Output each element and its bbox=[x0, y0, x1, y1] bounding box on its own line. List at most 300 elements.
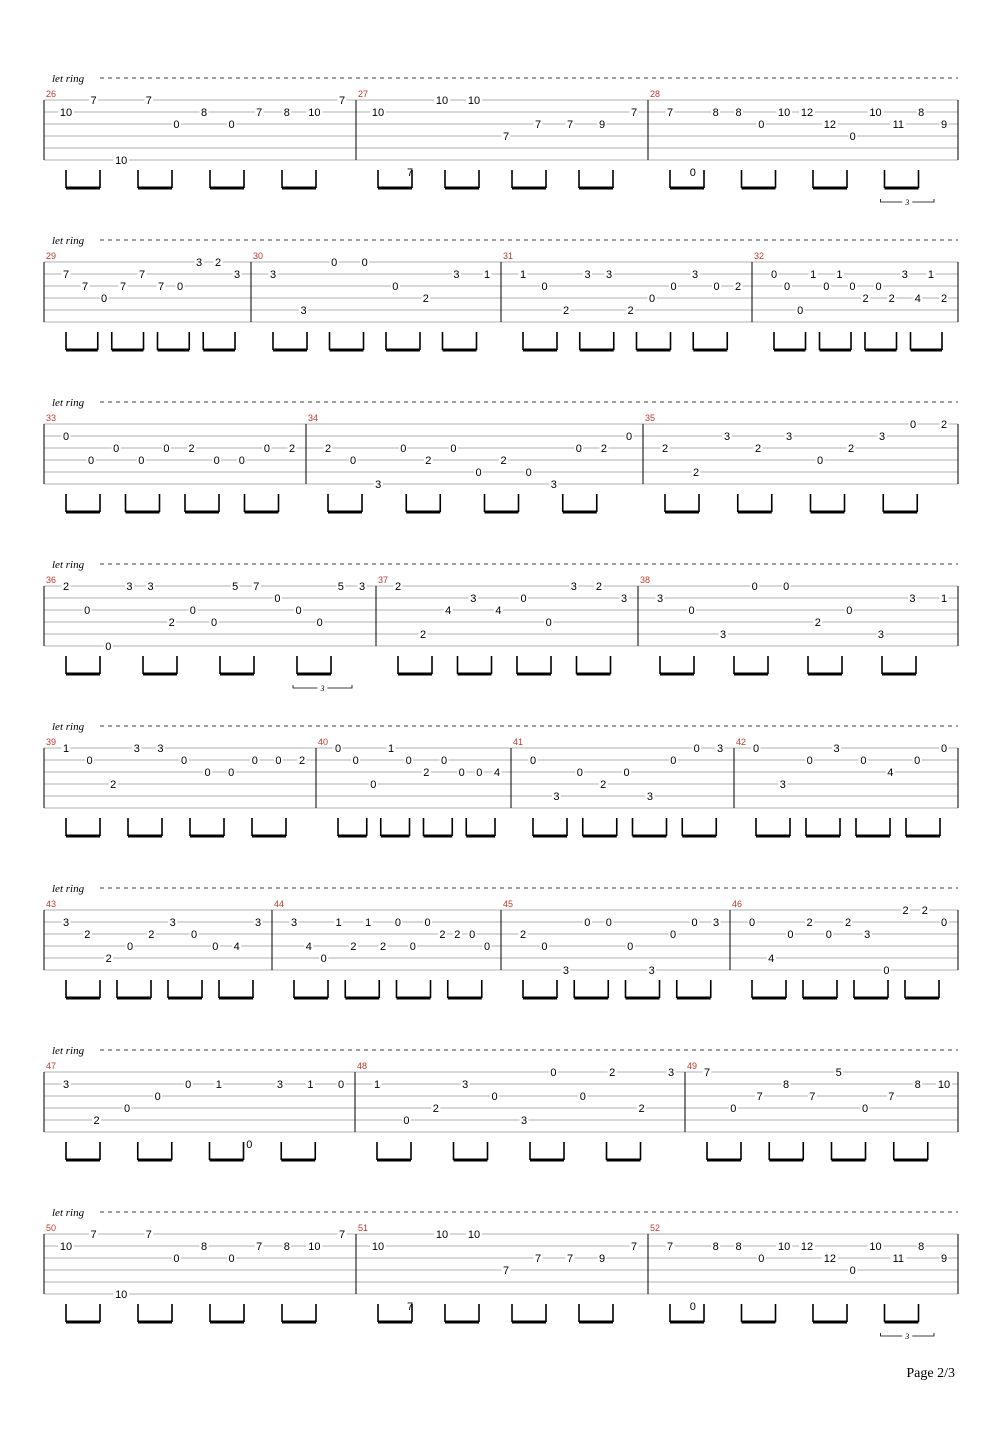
fret-number: 0 bbox=[483, 941, 491, 953]
measure-number: 48 bbox=[357, 1061, 368, 1071]
fret-number: 7 bbox=[566, 1253, 574, 1265]
fret-number: 1 bbox=[335, 917, 342, 929]
fret-number: 7 bbox=[566, 119, 574, 131]
fret-number: 0 bbox=[823, 281, 830, 293]
fret-number: 12 bbox=[800, 107, 814, 119]
fret-number: 0 bbox=[623, 767, 630, 779]
fret-number: 0 bbox=[185, 1079, 192, 1091]
fret-number: 7 bbox=[888, 1091, 895, 1103]
fret-number: 0 bbox=[210, 617, 218, 629]
fret-number: 2 bbox=[734, 281, 742, 293]
fret-number: 2 bbox=[93, 1115, 100, 1127]
fret-number: 5 bbox=[835, 1067, 842, 1079]
fret-number: 2 bbox=[439, 929, 446, 941]
fret-number: 4 bbox=[914, 293, 921, 305]
fret-number: 0 bbox=[400, 443, 407, 455]
fret-number: 0 bbox=[105, 641, 112, 653]
fret-number: 3 bbox=[691, 269, 699, 281]
fret-number: 10 bbox=[435, 95, 449, 107]
fret-number: 0 bbox=[475, 467, 482, 479]
fret-number: 3 bbox=[157, 743, 164, 755]
fret-number: 10 bbox=[115, 155, 128, 167]
fret-number: 2 bbox=[432, 1103, 439, 1115]
fret-number: 0 bbox=[138, 455, 145, 467]
fret-number: 0 bbox=[334, 743, 342, 755]
measure-number: 49 bbox=[687, 1061, 698, 1071]
fret-number: 0 bbox=[154, 1091, 161, 1103]
measure-number: 37 bbox=[378, 575, 389, 585]
measure-number: 29 bbox=[46, 251, 57, 261]
fret-number: 7 bbox=[666, 107, 674, 119]
fret-number: 0 bbox=[730, 1103, 737, 1115]
fret-number: 0 bbox=[529, 755, 537, 767]
fret-number: 2 bbox=[425, 455, 432, 467]
fret-number: 0 bbox=[124, 1103, 131, 1115]
fret-number: 0 bbox=[228, 767, 235, 779]
fret-number: 2 bbox=[62, 581, 70, 593]
fret-number: 0 bbox=[688, 605, 695, 617]
fret-number: 0 bbox=[545, 617, 552, 629]
fret-number: 0 bbox=[770, 269, 778, 281]
fret-number: 3 bbox=[133, 743, 140, 755]
fret-number: 2 bbox=[298, 755, 306, 767]
fret-number: 0 bbox=[576, 767, 583, 779]
fret-number: 7 bbox=[81, 281, 89, 293]
fret-number: 0 bbox=[648, 293, 656, 305]
fret-number: 3 bbox=[712, 917, 720, 929]
fret-number: 0 bbox=[361, 257, 368, 269]
measure-number: 40 bbox=[318, 737, 329, 747]
fret-number: 7 bbox=[756, 1091, 763, 1103]
fret-number: 3 bbox=[169, 917, 176, 929]
fret-number: 0 bbox=[405, 755, 412, 767]
fret-number: 0 bbox=[62, 431, 70, 443]
fret-number: 2 bbox=[500, 455, 507, 467]
fret-number: 0 bbox=[189, 605, 196, 617]
fret-number: 10 bbox=[869, 107, 882, 119]
fret-number: 10 bbox=[308, 107, 321, 119]
let-ring-label: let ring bbox=[52, 883, 85, 895]
triplet-label: 3 bbox=[905, 198, 910, 207]
fret-number: 0 bbox=[100, 293, 108, 305]
fret-number: 0 bbox=[238, 455, 245, 467]
fret-number: 1 bbox=[940, 593, 948, 605]
fret-number: 0 bbox=[849, 131, 856, 143]
fret-number: 3 bbox=[147, 581, 154, 593]
fret-number: 2 bbox=[562, 305, 570, 317]
fret-number: 2 bbox=[600, 779, 607, 791]
fret-number: 3 bbox=[909, 593, 916, 605]
fret-number: 0 bbox=[693, 743, 700, 755]
fret-number: 0 bbox=[113, 443, 120, 455]
fret-number: 0 bbox=[758, 119, 765, 131]
fret-number: 0 bbox=[625, 431, 633, 443]
fret-number: 1 bbox=[836, 269, 843, 281]
fret-number: 7 bbox=[145, 1229, 152, 1241]
measure-number: 30 bbox=[253, 251, 264, 261]
measure-number: 46 bbox=[732, 899, 743, 909]
measure-number: 44 bbox=[274, 899, 285, 909]
fret-number: 2 bbox=[862, 293, 869, 305]
fret-number: 0 bbox=[816, 455, 824, 467]
measure-number: 27 bbox=[358, 89, 369, 99]
fret-number: 7 bbox=[666, 1241, 674, 1253]
fret-number: 0 bbox=[84, 605, 91, 617]
fret-number: 7 bbox=[809, 1091, 816, 1103]
fret-number: 3 bbox=[648, 965, 655, 977]
fret-number: 0 bbox=[274, 593, 281, 605]
fret-number: 1 bbox=[373, 1079, 381, 1091]
fret-number: 0 bbox=[748, 917, 756, 929]
measure-number: 34 bbox=[308, 413, 319, 423]
fret-number: 3 bbox=[605, 269, 613, 281]
fret-number: 7 bbox=[630, 107, 638, 119]
fret-number: 0 bbox=[806, 755, 813, 767]
fret-number: 8 bbox=[918, 1241, 925, 1253]
fret-number: 3 bbox=[646, 791, 653, 803]
fret-number: 0 bbox=[689, 167, 696, 179]
fret-number: 8 bbox=[735, 107, 742, 119]
fret-number: 7 bbox=[157, 281, 165, 293]
fret-number: 0 bbox=[180, 755, 188, 767]
fret-number: 1 bbox=[927, 269, 934, 281]
fret-number: 11 bbox=[892, 1253, 905, 1265]
fret-number: 2 bbox=[627, 305, 634, 317]
fret-number: 2 bbox=[847, 443, 855, 455]
fret-number: 2 bbox=[902, 905, 909, 917]
fret-number: 7 bbox=[534, 1253, 542, 1265]
fret-number: 0 bbox=[846, 605, 853, 617]
let-ring-label: let ring bbox=[52, 235, 85, 247]
fret-number: 0 bbox=[409, 941, 416, 953]
fret-number: 10 bbox=[59, 1241, 73, 1253]
fret-number: 0 bbox=[204, 767, 211, 779]
fret-number: 3 bbox=[300, 305, 307, 317]
fret-number: 3 bbox=[62, 917, 70, 929]
fret-number: 0 bbox=[440, 755, 448, 767]
fret-number: 1 bbox=[810, 269, 817, 281]
fret-number: 0 bbox=[849, 281, 856, 293]
fret-number: 2 bbox=[288, 443, 296, 455]
measure-number: 42 bbox=[736, 737, 747, 747]
fret-number: 0 bbox=[575, 443, 582, 455]
fret-number: 0 bbox=[713, 281, 720, 293]
fret-number: 0 bbox=[424, 917, 431, 929]
fret-number: 0 bbox=[670, 755, 677, 767]
fret-number: 2 bbox=[609, 1067, 616, 1079]
fret-number: 1 bbox=[62, 743, 70, 755]
let-ring-label: let ring bbox=[52, 397, 85, 409]
fret-number: 0 bbox=[176, 281, 184, 293]
fret-number: 0 bbox=[861, 1103, 869, 1115]
fret-number: 7 bbox=[502, 131, 510, 143]
fret-number: 0 bbox=[550, 1067, 557, 1079]
page-number: Page 2/3 bbox=[906, 1366, 955, 1381]
measure-number: 38 bbox=[640, 575, 651, 585]
fret-number: 8 bbox=[918, 107, 925, 119]
fret-number: 3 bbox=[269, 269, 277, 281]
measure-number: 26 bbox=[46, 89, 57, 99]
fret-number: 8 bbox=[712, 107, 719, 119]
fret-number: 2 bbox=[148, 929, 155, 941]
fret-number: 4 bbox=[495, 605, 502, 617]
fret-number: 0 bbox=[909, 419, 917, 431]
fret-number: 0 bbox=[783, 581, 790, 593]
measure-number: 47 bbox=[46, 1061, 57, 1071]
fret-number: 0 bbox=[752, 743, 760, 755]
fret-number: 3 bbox=[620, 593, 628, 605]
fret-number: 3 bbox=[584, 269, 591, 281]
fret-number: 7 bbox=[406, 1301, 414, 1313]
fret-number: 2 bbox=[454, 929, 461, 941]
fret-number: 3 bbox=[720, 629, 727, 641]
fret-number: 0 bbox=[86, 755, 93, 767]
fret-number: 10 bbox=[869, 1241, 882, 1253]
fret-number: 2 bbox=[806, 917, 813, 929]
fret-number: 7 bbox=[630, 1241, 638, 1253]
fret-number: 3 bbox=[864, 929, 871, 941]
fret-number: 0 bbox=[450, 443, 457, 455]
let-ring-label: let ring bbox=[52, 73, 85, 85]
fret-number: 3 bbox=[375, 479, 382, 491]
fret-number: 0 bbox=[163, 443, 170, 455]
fret-number: 3 bbox=[562, 965, 569, 977]
fret-number: 4 bbox=[493, 767, 501, 779]
fret-number: 8 bbox=[200, 1241, 208, 1253]
fret-number: 3 bbox=[290, 917, 298, 929]
fret-number: 4 bbox=[887, 767, 894, 779]
fret-number: 3 bbox=[126, 581, 133, 593]
fret-number: 2 bbox=[324, 443, 332, 455]
fret-number: 2 bbox=[188, 443, 195, 455]
fret-number: 2 bbox=[84, 929, 91, 941]
fret-number: 0 bbox=[173, 1253, 180, 1265]
fret-number: 8 bbox=[283, 1241, 290, 1253]
fret-number: 2 bbox=[422, 293, 429, 305]
triplet-label: 3 bbox=[320, 684, 325, 693]
fret-number: 1 bbox=[307, 1079, 314, 1091]
fret-number: 3 bbox=[779, 779, 786, 791]
fret-number: 4 bbox=[445, 605, 452, 617]
fret-number: 2 bbox=[844, 917, 852, 929]
fret-number: 10 bbox=[937, 1079, 951, 1091]
measure-number: 28 bbox=[650, 89, 661, 99]
fret-number: 0 bbox=[320, 953, 327, 965]
fret-number: 0 bbox=[392, 281, 399, 293]
fret-number: 10 bbox=[467, 1229, 481, 1241]
fret-number: 0 bbox=[476, 767, 483, 779]
fret-number: 7 bbox=[90, 1229, 97, 1241]
fret-number: 0 bbox=[469, 929, 476, 941]
fret-number: 0 bbox=[337, 1079, 345, 1091]
fret-number: 2 bbox=[940, 293, 948, 305]
fret-number: 0 bbox=[825, 929, 832, 941]
fret-number: 10 bbox=[778, 1241, 791, 1253]
fret-number: 0 bbox=[541, 941, 548, 953]
measure-number: 50 bbox=[46, 1223, 57, 1233]
measure-number: 45 bbox=[503, 899, 514, 909]
fret-number: 3 bbox=[195, 257, 203, 269]
fret-number: 1 bbox=[387, 743, 395, 755]
fret-number: 7 bbox=[256, 1241, 263, 1253]
fret-number: 12 bbox=[823, 1253, 836, 1265]
fret-number: 0 bbox=[797, 305, 804, 317]
fret-number: 7 bbox=[90, 95, 97, 107]
fret-number: 0 bbox=[213, 455, 220, 467]
fret-number: 0 bbox=[525, 467, 532, 479]
fret-number: 0 bbox=[352, 755, 359, 767]
fret-number: 0 bbox=[883, 965, 890, 977]
fret-number: 1 bbox=[483, 269, 491, 281]
fret-number: 2 bbox=[888, 293, 895, 305]
fret-number: 0 bbox=[940, 743, 948, 755]
fret-number: 0 bbox=[403, 1115, 410, 1127]
fret-number: 2 bbox=[600, 443, 607, 455]
fret-number: 0 bbox=[670, 281, 677, 293]
fret-number: 5 bbox=[232, 581, 239, 593]
measure-number: 35 bbox=[645, 413, 656, 423]
fret-number: 2 bbox=[638, 1103, 645, 1115]
fret-number: 3 bbox=[667, 1067, 675, 1079]
fret-number: 7 bbox=[138, 269, 146, 281]
fret-number: 10 bbox=[371, 1241, 385, 1253]
measure-number: 33 bbox=[46, 413, 57, 423]
measure-number: 32 bbox=[754, 251, 765, 261]
fret-number: 4 bbox=[233, 941, 240, 953]
fret-number: 3 bbox=[877, 629, 884, 641]
fret-number: 0 bbox=[520, 593, 527, 605]
fret-number: 3 bbox=[878, 431, 886, 443]
fret-number: 9 bbox=[598, 1253, 606, 1265]
fret-number: 0 bbox=[627, 941, 634, 953]
fret-number: 4 bbox=[768, 953, 775, 965]
let-ring-label: let ring bbox=[52, 1045, 85, 1057]
fret-number: 0 bbox=[940, 917, 948, 929]
fret-number: 0 bbox=[251, 755, 258, 767]
fret-number: 0 bbox=[691, 917, 698, 929]
fret-number: 0 bbox=[263, 443, 270, 455]
fret-number: 3 bbox=[785, 431, 793, 443]
fret-number: 7 bbox=[406, 167, 414, 179]
fret-number: 8 bbox=[283, 107, 290, 119]
fret-number: 0 bbox=[541, 281, 548, 293]
fret-number: 7 bbox=[253, 581, 260, 593]
fret-number: 7 bbox=[338, 1229, 346, 1241]
fret-number: 12 bbox=[823, 119, 836, 131]
fret-number: 1 bbox=[215, 1079, 222, 1091]
fret-number: 7 bbox=[703, 1067, 711, 1079]
fret-number: 3 bbox=[656, 593, 664, 605]
fret-number: 2 bbox=[350, 941, 357, 953]
measure-number: 52 bbox=[650, 1223, 661, 1233]
fret-number: 0 bbox=[246, 1139, 253, 1151]
fret-number: 0 bbox=[579, 1091, 586, 1103]
fret-number: 0 bbox=[331, 257, 338, 269]
fret-number: 0 bbox=[849, 1265, 856, 1277]
fret-number: 3 bbox=[453, 269, 460, 281]
fret-number: 8 bbox=[735, 1241, 742, 1253]
fret-number: 3 bbox=[901, 269, 908, 281]
fret-number: 2 bbox=[754, 443, 762, 455]
fret-number: 0 bbox=[605, 917, 612, 929]
fret-number: 0 bbox=[316, 617, 323, 629]
fret-number: 2 bbox=[423, 767, 430, 779]
fret-number: 0 bbox=[275, 755, 282, 767]
fret-number: 12 bbox=[800, 1241, 814, 1253]
fret-number: 0 bbox=[212, 941, 219, 953]
fret-number: 2 bbox=[921, 905, 928, 917]
fret-number: 2 bbox=[394, 581, 402, 593]
measure-number: 36 bbox=[46, 575, 57, 585]
fret-number: 0 bbox=[784, 281, 791, 293]
fret-number: 0 bbox=[295, 605, 302, 617]
fret-number: 5 bbox=[337, 581, 344, 593]
fret-number: 0 bbox=[787, 929, 794, 941]
fret-number: 0 bbox=[173, 119, 180, 131]
fret-number: 2 bbox=[214, 257, 222, 269]
fret-number: 2 bbox=[692, 467, 700, 479]
fret-number: 0 bbox=[875, 281, 882, 293]
fret-number: 0 bbox=[860, 755, 867, 767]
fret-number: 3 bbox=[570, 581, 577, 593]
fret-number: 3 bbox=[550, 479, 557, 491]
fret-number: 3 bbox=[233, 269, 241, 281]
fret-number: 2 bbox=[105, 953, 112, 965]
fret-number: 0 bbox=[228, 119, 235, 131]
fret-number: 2 bbox=[420, 629, 427, 641]
fret-number: 4 bbox=[305, 941, 312, 953]
fret-number: 0 bbox=[758, 1253, 765, 1265]
fret-number: 8 bbox=[712, 1241, 719, 1253]
fret-number: 9 bbox=[598, 119, 606, 131]
fret-number: 0 bbox=[584, 917, 591, 929]
fret-number: 8 bbox=[200, 107, 208, 119]
fret-number: 7 bbox=[502, 1265, 510, 1277]
fret-number: 7 bbox=[256, 107, 263, 119]
fret-number: 10 bbox=[115, 1289, 128, 1301]
fret-number: 3 bbox=[520, 1115, 528, 1127]
fret-number: 9 bbox=[940, 1253, 948, 1265]
fret-number: 2 bbox=[110, 779, 117, 791]
fret-number: 3 bbox=[833, 743, 840, 755]
fret-number: 8 bbox=[782, 1079, 790, 1091]
fret-number: 0 bbox=[670, 929, 677, 941]
fret-number: 0 bbox=[689, 1301, 696, 1313]
fret-number: 3 bbox=[723, 431, 731, 443]
let-ring-label: let ring bbox=[52, 559, 85, 571]
fret-number: 10 bbox=[778, 107, 791, 119]
fret-number: 0 bbox=[751, 581, 758, 593]
fret-number: 3 bbox=[553, 791, 560, 803]
fret-number: 0 bbox=[190, 929, 198, 941]
fret-number: 7 bbox=[119, 281, 127, 293]
fret-number: 10 bbox=[467, 95, 481, 107]
fret-number: 7 bbox=[338, 95, 346, 107]
let-ring-label: let ring bbox=[52, 1207, 85, 1219]
fret-number: 1 bbox=[365, 917, 372, 929]
fret-number: 2 bbox=[940, 419, 948, 431]
measure-number: 31 bbox=[503, 251, 514, 261]
fret-number: 0 bbox=[350, 455, 357, 467]
fret-number: 7 bbox=[145, 95, 152, 107]
triplet-label: 3 bbox=[905, 1332, 910, 1341]
fret-number: 0 bbox=[914, 755, 921, 767]
fret-number: 0 bbox=[126, 941, 134, 953]
fret-number: 2 bbox=[168, 617, 175, 629]
fret-number: 2 bbox=[380, 941, 387, 953]
fret-number: 0 bbox=[458, 767, 465, 779]
fret-number: 11 bbox=[892, 119, 905, 131]
